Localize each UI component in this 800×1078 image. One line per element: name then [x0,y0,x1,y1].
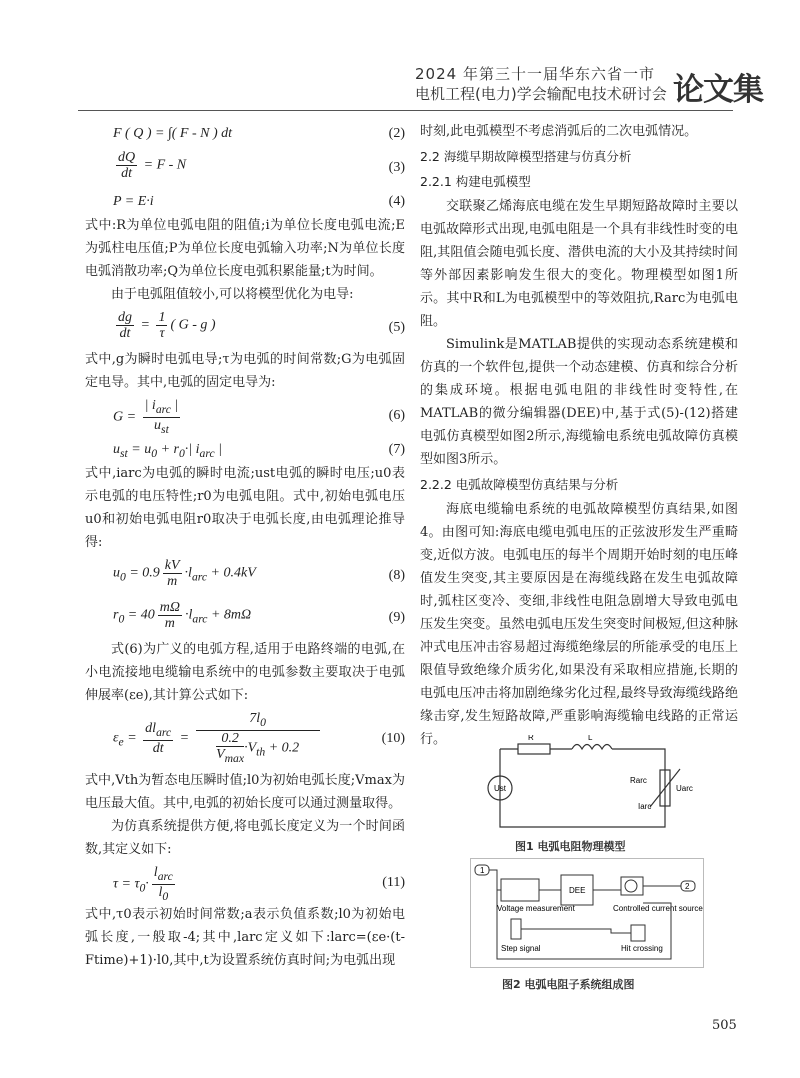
paragraph-continued: 时刻,此电弧模型不考虑消弧后的二次电弧情况。 [420,124,698,139]
equation-4 [85,188,405,214]
equation-3-number: (3) [388,160,405,175]
fig1-label-r: R [528,735,534,742]
equation-5-number: (5) [388,320,405,335]
fig2-step-signal: Step signal [501,944,541,953]
header-proceedings-title: 论文集 [673,72,763,108]
fig2-dee-block: DEE [569,886,586,895]
fig1-label-iarc: Iarc [638,802,652,811]
fig1-label-uarc: Uarc [676,784,693,793]
equation-2 [85,120,405,146]
left-column [85,120,405,972]
fig2-port-2: 2 [685,882,690,891]
equation-9-number: (9) [388,610,405,625]
equation-2-number: (2) [388,126,405,141]
equation-9: $r_0 = 40$ $\frac{m\Omega}{m}$ $\cdot l_{arc} + 8m\Omega$ (9) [113,600,405,631]
page-number: 505 [712,1018,737,1033]
header-conference-line2: 电机工程(电力)学会输配电技术研讨会 [415,85,667,103]
figure-1-circuit [480,735,702,835]
fig1-label-ust: Ust [494,784,506,793]
equation-7: $u_{st} = u_0 + r_0\cdot|$ $i_{arc}$ | (7) [85,436,405,462]
equation-4-formula: P = E·i [113,194,154,209]
equation-11-number: (11) [382,875,405,890]
page-header [0,0,800,110]
section-heading-2-2-1: 2.2.1 构建电弧模型 [420,174,531,189]
fig2-controlled-current-source: Controlled current source [613,904,703,913]
equation-8-number: (8) [388,568,405,583]
paragraph-variables-5: 式中,τ0表示初始时间常数;a表示负值系数;l0为初始电弧长度,一般取-4;其中,larc定义如下:larc=(εe·(t-Ftime)+1)·l0,其中,t为设置系统仿真时间;为电弧出现 [85,907,405,968]
equation-10-number: (10) [381,731,405,746]
paragraph-conductance-intro: 由于电弧阻值较小,可以将模型优化为电导: [111,287,354,302]
equation-2-formula: F ( Q ) = ∫( F - N ) dt [113,126,233,141]
paragraph-variables-1: 式中:R为单位电弧电阻的阻值;i为单位长度电弧电流;E为弧柱电压值;P为单位长度电弧输入功率;N为单位长度电弧消散功率;Q为单位长度电弧积累能量;t为时间。 [85,218,405,279]
fig2-hit-crossing: Hit crossing [621,944,663,953]
fig1-label-rarc: Rarc [630,776,647,785]
equation-6: G = $\frac{| i_{arc} |}{u_{st}}$ (6) [113,398,405,436]
header-rule [78,110,733,111]
paragraph-simulink: Simulink是MATLAB提供的实现动态系统建模和仿真的一个软件包,提供一个动态建模、仿真和综合分析的集成环境。根据电弧电阻的非线性时变特性,在MATLAB的微分编辑器(DEE)中,基于式(5)-(12)搭建电弧仿真模型如图2所示,海缆输电系统电弧故障仿真模型如图3所示。 [420,337,738,467]
equation-5: $\frac{dg}{dt}$ = $\frac{1}{\tau}$ ( G - g ) (5) [118,310,405,341]
equation-7-number: (7) [388,442,405,457]
equation-10: $\varepsilon_e$ = $\frac{dl_{arc}}{dt}$ = $7l_0$ $\frac{0.2}{V_{max}}$ $\cdot V_{th} + 0.2$ (10) [113,711,405,765]
equation-11: $\tau = \tau_0\cdot$ $\frac{l_{arc}}{l_0}$ (11) [113,865,405,903]
figure-2-caption: 图2 电弧电阻子系统组成图 [502,978,635,991]
header-conference-line1: 2024 年第三十一届华东六省一市 [415,65,655,83]
figure-2-subsystem [470,858,704,968]
paragraph-variables-2: 式中,g为瞬时电弧电导;τ为电弧的时间常数;G为电弧固定电导。其中,电弧的固定电导为: [85,352,405,390]
paragraph-variables-3: 式中,iarc为电弧的瞬时电流;ust电弧的瞬时电压;u0表示电弧的电压特性;r0为电弧电阻。式中,初始电弧电压u0和初始电弧电阻r0取决于电弧长度,由电弧理论推导得: [85,466,405,550]
paragraph-results: 海底电缆输电系统的电弧故障模型仿真结果,如图4。由图可知:海底电缆电弧电压的正弦波形发生严重畸变,近似方波。电弧电压的每半个周期开始时刻的电压峰值发生突变,其主要原因是在海缆线路在发生电弧故障时,弧柱区变冷、变细,非线性电阻急剧增大导致电弧电压发生突变。虽然电弧电压发生突变时间极短,但这种脉冲式电压冲击容易超过海缆绝缘层的所能承受的电压上限值导致绝缘介质劣化,如果没有采取相应措施,长期的电弧电压冲击将加剧绝缘劣化过程,最终导致海缆线路绝缘击穿,发生短路故障,严重影响海缆输电线路的正常运行。 [420,502,738,747]
paragraph-variables-4: 式中,Vth为暂态电压瞬时值;l0为初始电弧长度;Vmax为电压最大值。其中,电弧的初始长度可以通过测量取得。 [85,773,405,811]
fig1-label-l: L [588,735,593,742]
equation-3: $\frac{dQ}{dt}$ = F - N (3) [118,150,405,181]
paragraph-arc-equation: 式(6)为广义的电弧方程,适用于电路终端的电弧,在小电流接地电缆输电系统中的电弧参数主要取决于电弧伸展率(εe),其计算公式如下: [85,642,405,703]
equation-8: $u_0 = 0.9$ $\frac{kV}{m}$ $\cdot l_{arc} + 0.4kV$ (8) [113,558,405,589]
equation-4-number: (4) [388,194,405,209]
paragraph-arc-model: 交联聚乙烯海底电缆在发生早期短路故障时主要以电弧故障形式出现,电弧电阻是一个具有非线性时变的电阻,其阻值会随电弧长度、潜供电流的大小及其持续时间等外部因素影响发生很大的变化。物理模型如图1所示。其中R和L为电弧模型中的等效阻抗,Rarc为电弧电阻。 [420,199,738,329]
right-column [420,120,738,751]
section-heading-2-2: 2.2 海缆早期故障模型搭建与仿真分析 [420,149,632,164]
equation-6-number: (6) [388,408,405,423]
figure-1-caption: 图1 电弧电阻物理模型 [515,840,626,853]
paragraph-time-function: 为仿真系统提供方便,将电弧长度定义为一个时间函数,其定义如下: [85,819,405,857]
fig2-port-1: 1 [480,866,485,875]
fig2-voltage-measurement: Voltage measurement [497,904,575,913]
section-heading-2-2-2: 2.2.2 电弧故障模型仿真结果与分析 [420,477,619,492]
